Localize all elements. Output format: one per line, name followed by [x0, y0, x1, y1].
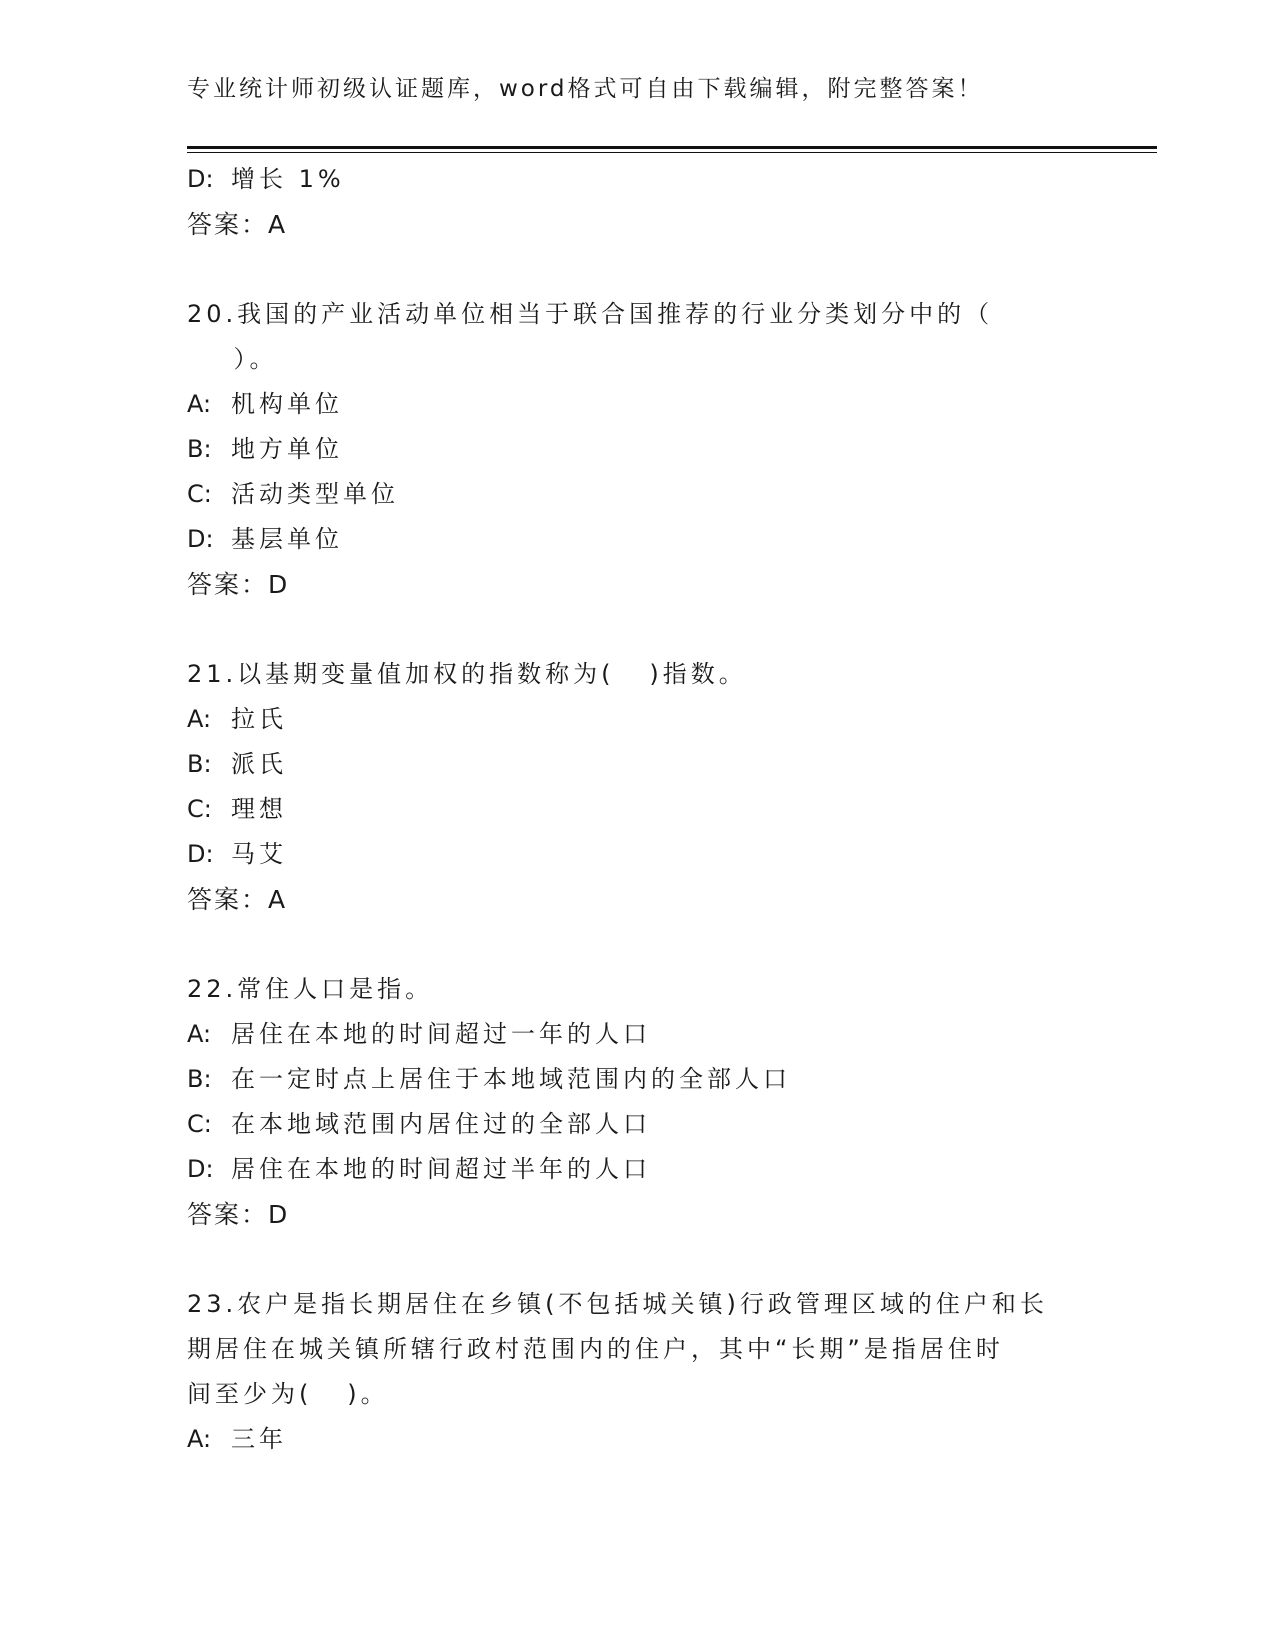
- answer-line: 答案：D: [187, 570, 290, 599]
- option-text: 增长 1%: [231, 165, 345, 193]
- option-d: [187, 517, 1087, 562]
- option-a: [187, 1417, 1087, 1462]
- option-a: [187, 697, 1087, 742]
- option-text: 三年: [231, 1425, 287, 1453]
- question-stem-continuation: ）。: [187, 345, 278, 373]
- header-rule-thick: [187, 146, 1157, 149]
- option-letter: C:: [187, 1110, 212, 1138]
- option-text: 理想: [231, 795, 287, 823]
- page-header: 专业统计师初级认证题库，word格式可自由下载编辑，附完整答案！: [187, 76, 984, 102]
- option-b: [187, 1057, 1087, 1102]
- option-c: [187, 472, 1087, 517]
- option-letter: A:: [187, 1020, 212, 1048]
- option-letter: B:: [187, 750, 212, 778]
- option-text: 派氏: [231, 750, 287, 778]
- option-letter: A:: [187, 390, 212, 418]
- option-d: [187, 832, 1087, 877]
- spacer: [187, 608, 1087, 652]
- option-text: 居住在本地的时间超过半年的人口: [231, 1155, 651, 1183]
- option-c: [187, 1102, 1087, 1147]
- question-stem: 23.农户是指长期居住在乡镇(不包括城关镇)行政管理区域的住户和长: [187, 1290, 1048, 1318]
- option-text: 活动类型单位: [231, 480, 399, 508]
- option-letter: D:: [187, 165, 214, 193]
- option-text: 居住在本地的时间超过一年的人口: [231, 1020, 651, 1048]
- header-rule-thin: [187, 152, 1157, 153]
- question-list: [187, 157, 1087, 1462]
- question-stem-continuation: 间至少为( )。: [187, 1380, 389, 1408]
- option-b: [187, 427, 1087, 472]
- option-b: [187, 742, 1087, 787]
- option-text: 在一定时点上居住于本地域范围内的全部人口: [231, 1065, 791, 1093]
- option-letter: A:: [187, 705, 212, 733]
- option-a: [187, 382, 1087, 427]
- option-letter: A:: [187, 1425, 212, 1453]
- option-text: 马艾: [231, 840, 287, 868]
- option-text: 机构单位: [231, 390, 343, 418]
- spacer: [187, 248, 1087, 292]
- option-letter: B:: [187, 435, 212, 463]
- option-letter: D:: [187, 840, 214, 868]
- option-letter: D:: [187, 525, 214, 553]
- option-a: [187, 1012, 1087, 1057]
- option-c: [187, 787, 1087, 832]
- option-text: 拉氏: [231, 705, 287, 733]
- question-stem-continuation: 期居住在城关镇所辖行政村范围内的住户，其中“长期”是指居住时: [187, 1335, 1004, 1363]
- spacer: [187, 923, 1087, 967]
- question-stem: 20.我国的产业活动单位相当于联合国推荐的行业分类划分中的（: [187, 300, 994, 328]
- answer-line: 答案：D: [187, 1200, 290, 1229]
- option-d: [187, 1147, 1087, 1192]
- answer-line: 答案：A: [187, 210, 288, 239]
- option-text: 在本地域范围内居住过的全部人口: [231, 1110, 651, 1138]
- spacer: [187, 1238, 1087, 1282]
- option-letter: C:: [187, 480, 212, 508]
- option-text: 基层单位: [231, 525, 343, 553]
- option-letter: C:: [187, 795, 212, 823]
- answer-line: 答案：A: [187, 885, 288, 914]
- question-stem: 21.以基期变量值加权的指数称为( )指数。: [187, 660, 747, 688]
- question-stem: 22.常住人口是指。: [187, 975, 434, 1003]
- option-d: [187, 157, 1087, 202]
- option-text: 地方单位: [231, 435, 343, 463]
- option-letter: D:: [187, 1155, 214, 1183]
- option-letter: B:: [187, 1065, 212, 1093]
